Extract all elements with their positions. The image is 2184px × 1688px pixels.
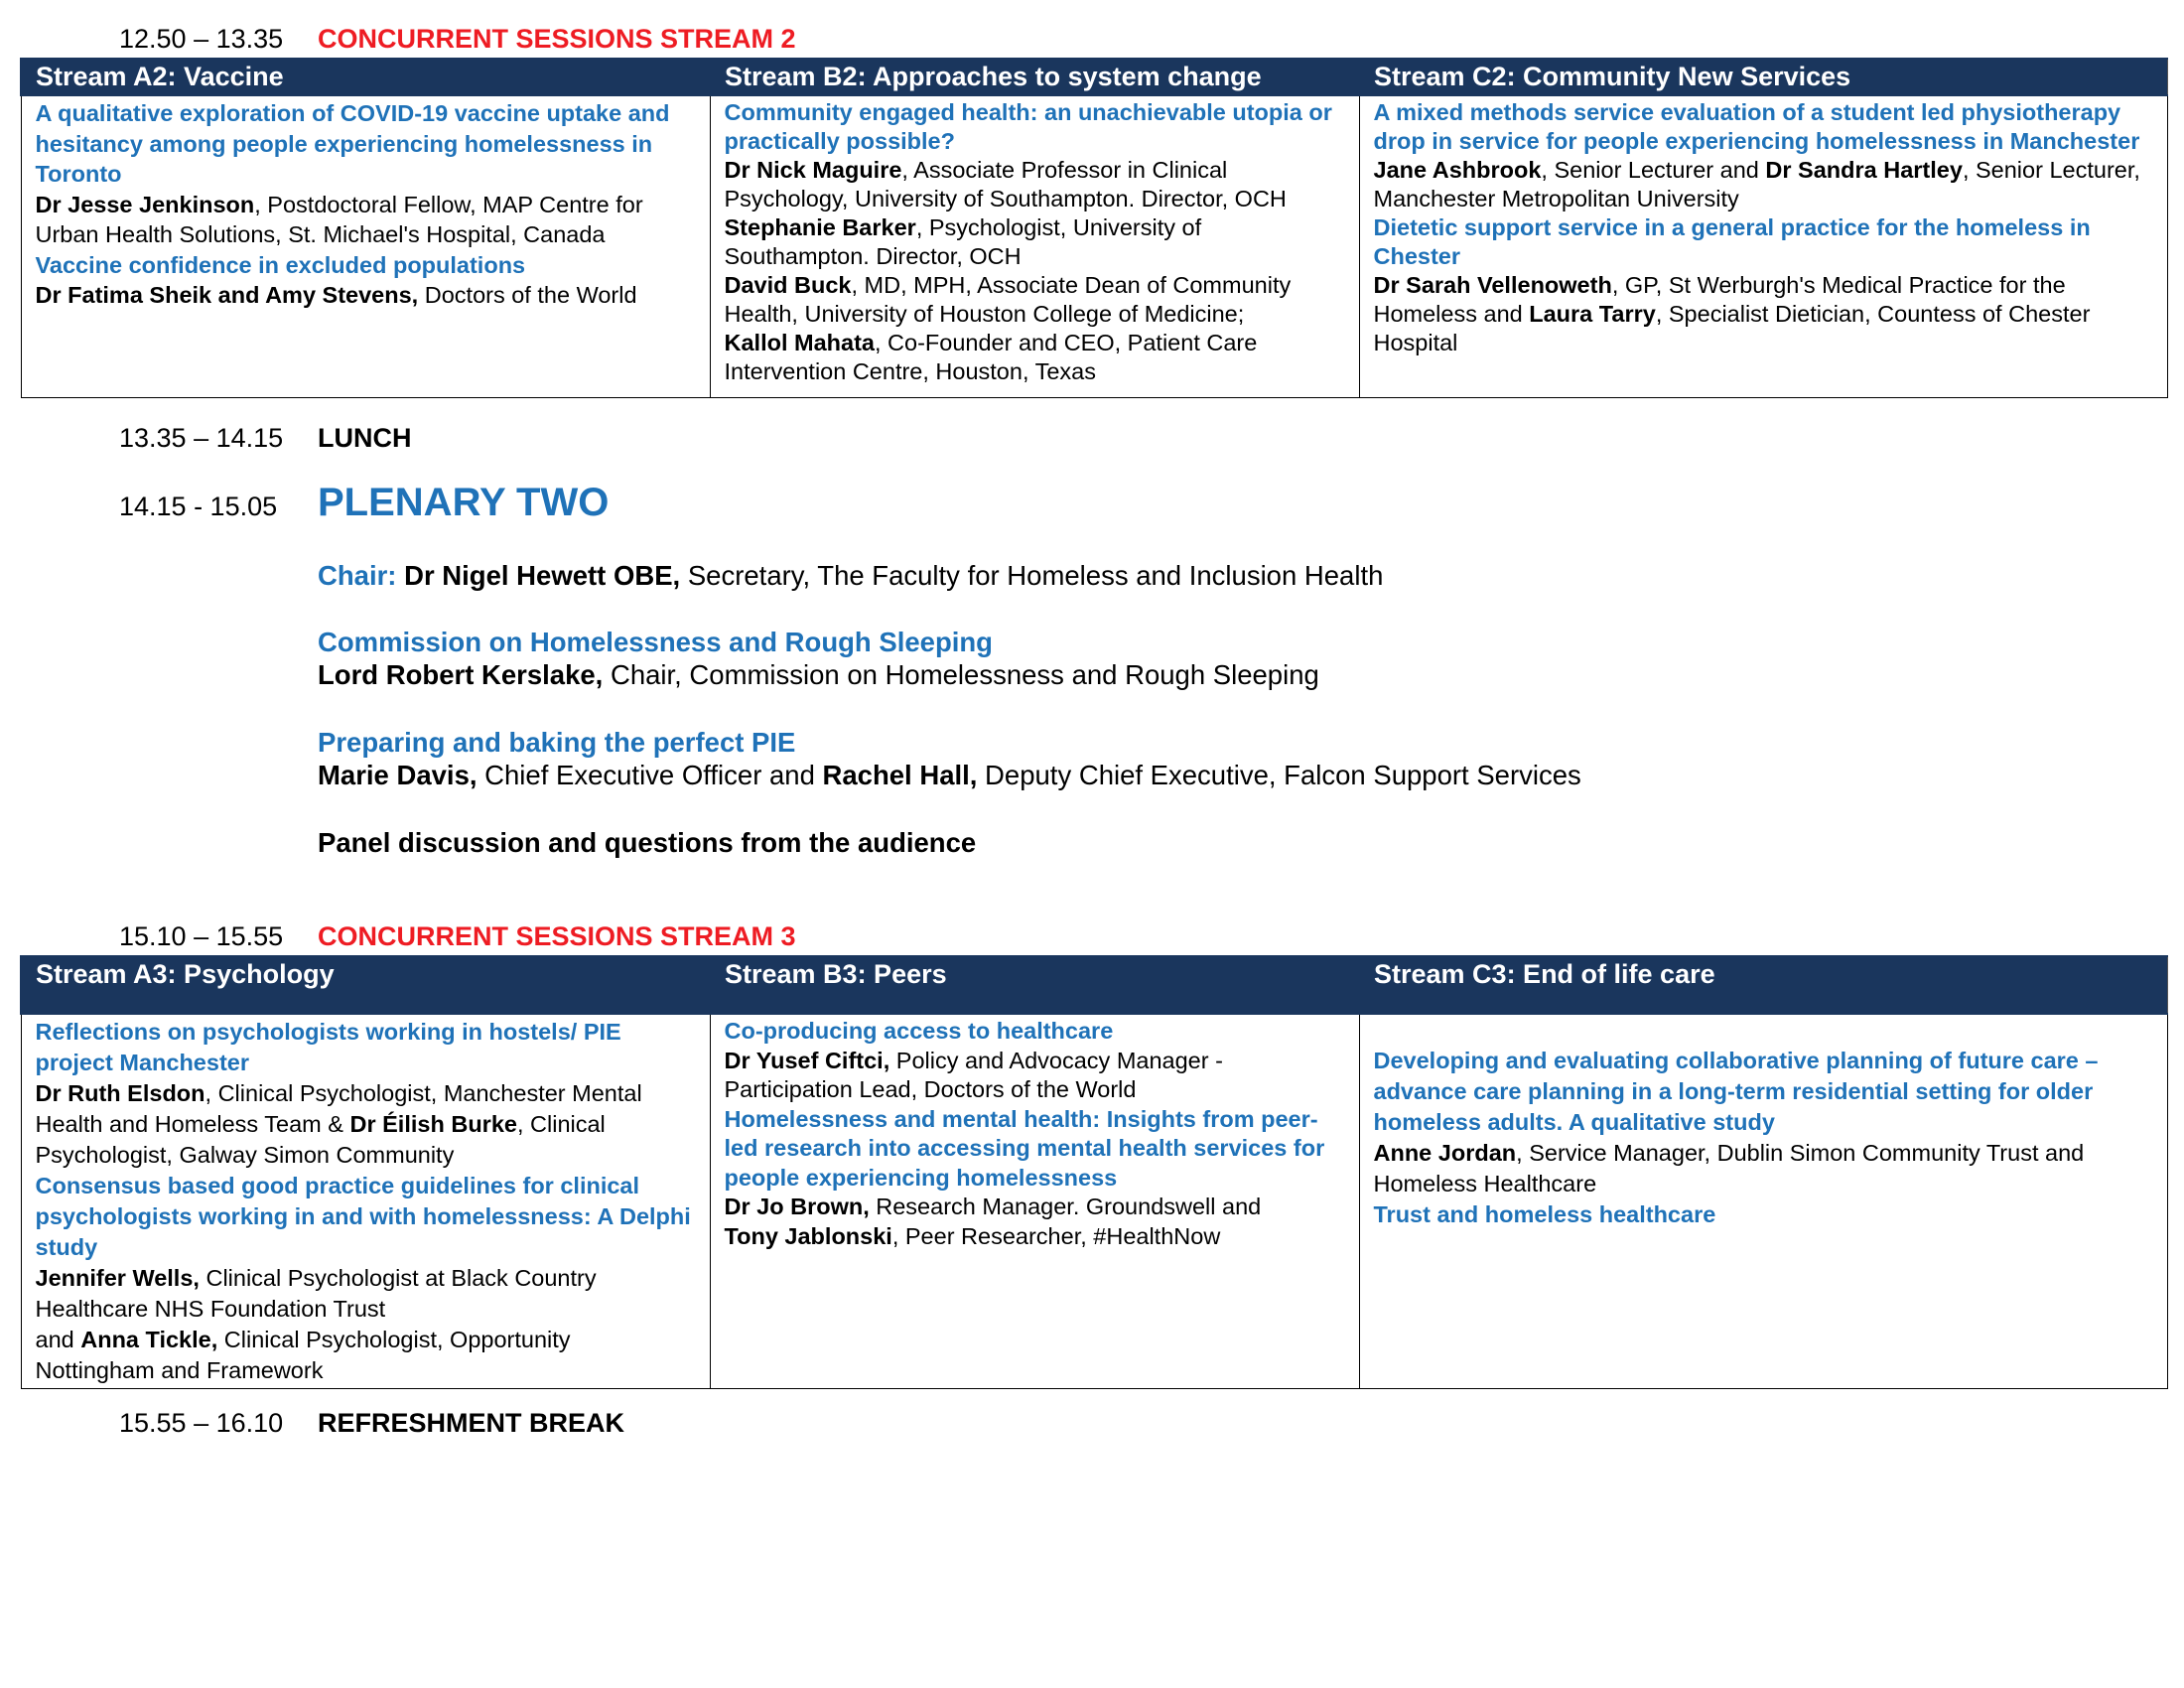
stream3-table <box>20 955 2168 1389</box>
session-title: Consensus based good practice guidelines for clinical psychologists working in and with homelessness: A Delphi study <box>35 1173 691 1260</box>
talk-speakers: Lord Robert Kerslake, Chair, Commission on Homelessness and Rough Sleeping <box>318 659 1319 690</box>
stream2-cell-b <box>710 95 1359 397</box>
session-speakers: David Buck, MD, MPH, Associate Dean of Community Health, University of Houston College of Medicine; <box>724 272 1292 327</box>
stream3-header-c: Stream C3: End of life care <box>1359 956 2167 1014</box>
session-speakers: Kallol Mahata, Co-Founder and CEO, Patient Care Intervention Centre, Houston, Texas <box>724 330 1258 384</box>
stream3-cell-a <box>21 1014 710 1389</box>
session-speakers: Dr Fatima Sheik and Amy Stevens, Doctors of the World <box>35 282 637 308</box>
session-speakers: and Anna Tickle, Clinical Psychologist, Opportunity Nottingham and Framework <box>35 1327 571 1383</box>
plenary-time: 14.15 - 15.05 <box>119 492 278 521</box>
session-title: Developing and evaluating collaborative planning of future care – advance care planning in a long-term residential setting for older homeless adults. A qualitative study <box>1373 1048 2099 1135</box>
plenary-talk2 <box>318 727 1581 791</box>
session-speakers: Jane Ashbrook, Senior Lecturer and Dr Sandra Hartley, Senior Lecturer, Manchester Metropolitan University <box>1373 157 2140 211</box>
session-title: A qualitative exploration of COVID-19 vaccine uptake and hesitancy among people experiencing homelessness in Toronto <box>35 100 670 187</box>
lunch-row <box>119 423 412 454</box>
lunch-label: LUNCH <box>318 423 412 453</box>
break-row <box>119 1408 624 1439</box>
stream2-time-row <box>119 24 796 55</box>
stream2-header-a: Stream A2: Vaccine <box>21 59 710 95</box>
session-title: Reflections on psychologists working in hostels/ PIE project Manchester <box>35 1019 621 1075</box>
session-title: Vaccine confidence in excluded populations <box>35 251 526 278</box>
stream2-cell-a <box>21 95 710 397</box>
stream2-header-b: Stream B2: Approaches to system change <box>710 59 1359 95</box>
session-speakers: Dr Nick Maguire, Associate Professor in Clinical Psychology, University of Southampton. Director, OCH <box>724 157 1287 211</box>
stream2-heading: CONCURRENT SESSIONS STREAM 2 <box>318 24 796 54</box>
plenary-panel: Panel discussion and questions from the audience <box>318 827 977 858</box>
stream3-cell-b <box>710 1014 1359 1389</box>
talk-title: Preparing and baking the perfect PIE <box>318 727 796 758</box>
stream2-time: 12.50 – 13.35 <box>119 24 284 54</box>
stream2-header-c: Stream C2: Community New Services <box>1359 59 2167 95</box>
session-title: Trust and homeless healthcare <box>1373 1201 1716 1227</box>
plenary-title: PLENARY TWO <box>318 481 610 524</box>
stream2-cell-c <box>1359 95 2167 397</box>
talk-speakers: Marie Davis, Chief Executive Officer and Rachel Hall, Deputy Chief Executive, Falcon Support Services <box>318 760 1581 790</box>
break-time: 15.55 – 16.10 <box>119 1408 284 1438</box>
stream3-header-a: Stream A3: Psychology <box>21 956 710 1014</box>
plenary-chair: Chair: Dr Nigel Hewett OBE, Secretary, The Faculty for Homeless and Inclusion Health <box>318 560 1384 591</box>
session-speakers: Dr Jesse Jenkinson, Postdoctoral Fellow, MAP Centre for Urban Health Solutions, St. Michael's Hospital, Canada <box>35 191 643 247</box>
lunch-time: 13.35 – 14.15 <box>119 423 284 453</box>
break-label: REFRESHMENT BREAK <box>318 1408 625 1438</box>
session-speakers: Dr Jo Brown, Research Manager. Groundswell and Tony Jablonski, Peer Researcher, #HealthNow <box>724 1194 1262 1249</box>
session-title: A mixed methods service evaluation of a student led physiotherapy drop in service for people experiencing homelessness in Manchester <box>1373 99 2140 154</box>
stream3-time-row <box>119 921 796 952</box>
session-title: Homelessness and mental health: Insights from peer-led research into accessing mental health services for people experiencing homelessness <box>724 1105 1325 1191</box>
plenary-talk1 <box>318 627 1319 691</box>
session-title: Dietetic support service in a general practice for the homeless in Chester <box>1373 214 2091 269</box>
session-speakers: Dr Sarah Vellenoweth, GP, St Werburgh's Medical Practice for the Homeless and Laura Tarry, Specialist Dietician, Countess of Chester Hospital <box>1373 272 2091 355</box>
stream3-cell-c <box>1359 1014 2167 1389</box>
plenary-row <box>119 481 609 525</box>
stream3-heading: CONCURRENT SESSIONS STREAM 3 <box>318 921 796 951</box>
stream2-table <box>20 58 2168 398</box>
session-speakers: Anne Jordan, Service Manager, Dublin Simon Community Trust and Homeless Healthcare <box>1373 1140 2085 1196</box>
session-speakers: Stephanie Barker, Psychologist, University of Southampton. Director, OCH <box>724 214 1202 269</box>
session-speakers: Jennifer Wells, Clinical Psychologist at Black Country Healthcare NHS Foundation Trust <box>35 1265 597 1322</box>
stream3-time: 15.10 – 15.55 <box>119 921 284 951</box>
session-title: Co-producing access to healthcare <box>724 1018 1114 1044</box>
stream3-header-b: Stream B3: Peers <box>710 956 1359 1014</box>
session-speakers: Dr Yusef Ciftci, Policy and Advocacy Manager - Participation Lead, Doctors of the World <box>724 1047 1223 1102</box>
talk-title: Commission on Homelessness and Rough Sleeping <box>318 627 993 657</box>
session-title: Community engaged health: an unachievable utopia or practically possible? <box>724 99 1332 154</box>
session-speakers: Dr Ruth Elsdon, Clinical Psychologist, Manchester Mental Health and Homeless Team & Dr Éilish Burke, Clinical Psychologist, Galway Simon Community <box>35 1080 642 1168</box>
